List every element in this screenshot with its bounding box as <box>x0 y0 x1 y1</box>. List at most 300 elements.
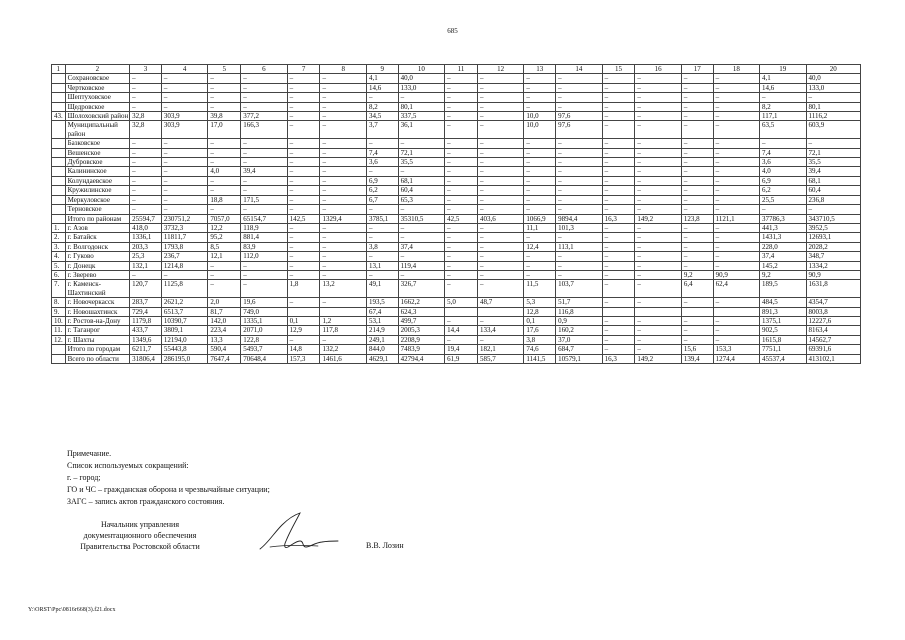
table-cell: – <box>287 139 320 148</box>
table-cell: 9,2 <box>681 270 713 279</box>
table-cell: 17,0 <box>208 121 241 139</box>
table-cell: – <box>320 176 366 185</box>
table-row <box>52 242 861 251</box>
table-cell: 157,3 <box>287 354 320 363</box>
table-cell: 413102,1 <box>806 354 861 363</box>
table-cell: – <box>602 167 635 176</box>
table-cell: – <box>445 205 478 214</box>
table-cell: 31806,4 <box>130 354 162 363</box>
table-cell: – <box>635 252 681 261</box>
table-cell: – <box>713 298 759 307</box>
table-cell: – <box>241 93 287 102</box>
row-number <box>52 93 66 102</box>
table-cell: – <box>445 280 478 298</box>
table-cell: 51,7 <box>556 298 602 307</box>
table-cell: – <box>366 93 398 102</box>
table-cell: – <box>477 242 523 251</box>
row-number: 3. <box>52 242 66 251</box>
table-cell: – <box>445 167 478 176</box>
column-header: 15 <box>602 65 635 74</box>
table-cell: – <box>524 205 556 214</box>
table-cell: 12,9 <box>287 326 320 335</box>
table-cell: – <box>320 158 366 167</box>
table-cell: 14,4 <box>445 326 478 335</box>
table-cell: – <box>287 205 320 214</box>
table-cell: – <box>161 205 207 214</box>
table-row <box>52 298 861 307</box>
column-header: 7 <box>287 65 320 74</box>
table-row <box>52 326 861 335</box>
table-cell: 2071,0 <box>241 326 287 335</box>
table-cell: – <box>320 102 366 111</box>
table-cell: – <box>477 316 523 325</box>
table-cell: – <box>681 112 713 121</box>
table-cell: – <box>320 167 366 176</box>
row-number <box>52 176 66 185</box>
table-cell: – <box>681 205 713 214</box>
table-cell: – <box>635 83 681 92</box>
table-cell: 11,1 <box>524 223 556 232</box>
table-cell <box>635 307 681 316</box>
table-cell: – <box>287 93 320 102</box>
table-cell: 2,0 <box>208 298 241 307</box>
row-number <box>52 121 66 139</box>
table-cell: 10,0 <box>524 112 556 121</box>
table-cell: – <box>287 233 320 242</box>
table-cell: – <box>713 176 759 185</box>
table-row <box>52 233 861 242</box>
table-cell: – <box>241 270 287 279</box>
table-cell: 62,4 <box>713 280 759 298</box>
row-number <box>52 74 66 83</box>
table-cell: 8,2 <box>366 102 398 111</box>
table-cell <box>681 307 713 316</box>
table-cell: – <box>681 176 713 185</box>
table-cell: – <box>635 186 681 195</box>
table-cell: – <box>602 83 635 92</box>
table-cell: – <box>635 223 681 232</box>
table-cell: – <box>287 176 320 185</box>
table-cell: 729,4 <box>130 307 162 316</box>
table-cell: 2005,3 <box>398 326 444 335</box>
table-cell: 37,4 <box>398 242 444 251</box>
table-cell: – <box>477 176 523 185</box>
table-cell: 0,9 <box>556 316 602 325</box>
table-cell: 6,2 <box>760 186 806 195</box>
row-label: Чертковское <box>65 83 130 92</box>
row-label: г. Таганрог <box>65 326 130 335</box>
signatory-name: В.В. Лозин <box>366 541 404 550</box>
table-cell: 83,9 <box>241 242 287 251</box>
table-cell: 5,3 <box>524 298 556 307</box>
table-cell: – <box>477 121 523 139</box>
table-cell: – <box>320 242 366 251</box>
table-cell: 90,9 <box>713 270 759 279</box>
notes-line: ЗАГС – запись актов гражданского состояния. <box>67 497 225 506</box>
table-cell: – <box>477 270 523 279</box>
table-cell: – <box>366 139 398 148</box>
table-cell: 160,2 <box>556 326 602 335</box>
row-number <box>52 102 66 111</box>
table-cell: 70648,4 <box>241 354 287 363</box>
table-cell: 14,8 <box>287 345 320 354</box>
table-cell: – <box>556 102 602 111</box>
table-cell: 72,1 <box>398 148 444 157</box>
table-cell: – <box>806 205 861 214</box>
table-cell: 881,4 <box>241 233 287 242</box>
table-cell: – <box>320 139 366 148</box>
table-cell: 53,1 <box>366 316 398 325</box>
table-cell <box>287 307 320 316</box>
table-cell: – <box>681 223 713 232</box>
table-cell: 10,0 <box>524 121 556 139</box>
row-number <box>52 186 66 195</box>
table-cell: 7483,9 <box>398 345 444 354</box>
table-cell: 1461,6 <box>320 354 366 363</box>
table-cell: 0,1 <box>524 316 556 325</box>
table-cell: – <box>524 167 556 176</box>
table-cell: – <box>287 223 320 232</box>
table-cell: 8,5 <box>208 242 241 251</box>
table-cell: – <box>681 233 713 242</box>
table-cell: 35310,5 <box>398 214 444 223</box>
table-cell: 97,6 <box>556 112 602 121</box>
table-cell: – <box>713 261 759 270</box>
table-cell: – <box>208 158 241 167</box>
table-cell: – <box>445 121 478 139</box>
table-cell: 15,6 <box>681 345 713 354</box>
table-cell: – <box>398 205 444 214</box>
row-number <box>52 354 66 363</box>
table-cell: – <box>320 186 366 195</box>
table-cell: 60,4 <box>398 186 444 195</box>
table-row <box>52 270 861 279</box>
table-cell: 2208,9 <box>398 335 444 344</box>
table-cell: – <box>161 93 207 102</box>
table-cell: – <box>681 252 713 261</box>
table-cell: – <box>320 121 366 139</box>
table-cell: – <box>241 176 287 185</box>
row-label: Дубровское <box>65 158 130 167</box>
table-cell: – <box>602 223 635 232</box>
table-cell: 18,8 <box>208 195 241 204</box>
table-cell: – <box>713 158 759 167</box>
column-header: 9 <box>366 65 398 74</box>
table-cell: 844,0 <box>366 345 398 354</box>
table-cell: 12,4 <box>524 242 556 251</box>
table-cell: – <box>130 158 162 167</box>
table-cell: – <box>524 233 556 242</box>
table-cell: – <box>556 270 602 279</box>
table-cell: – <box>635 93 681 102</box>
column-header: 14 <box>556 65 602 74</box>
table-cell: – <box>130 83 162 92</box>
column-header: 13 <box>524 65 556 74</box>
table-cell: – <box>635 233 681 242</box>
table-cell: – <box>602 93 635 102</box>
column-header: 2 <box>65 65 130 74</box>
table-cell: 3,8 <box>366 242 398 251</box>
table-cell: – <box>287 83 320 92</box>
table-cell: – <box>320 233 366 242</box>
table-row <box>52 316 861 325</box>
table-cell: 49,1 <box>366 280 398 298</box>
row-number: 43. <box>52 112 66 121</box>
column-header: 5 <box>208 65 241 74</box>
table-cell: – <box>241 83 287 92</box>
row-number <box>52 195 66 204</box>
table-cell: – <box>287 148 320 157</box>
table-cell: 3809,1 <box>161 326 207 335</box>
row-label: г. Гуково <box>65 252 130 261</box>
table-cell: – <box>130 195 162 204</box>
table-cell: – <box>713 223 759 232</box>
table-cell: 1,8 <box>287 280 320 298</box>
row-label: г. Ростов-на-Дону <box>65 316 130 325</box>
table-cell: – <box>713 139 759 148</box>
table-cell: 283,7 <box>130 298 162 307</box>
table-cell: – <box>681 102 713 111</box>
table-cell: – <box>477 158 523 167</box>
table-cell: – <box>681 74 713 83</box>
table-cell: – <box>398 167 444 176</box>
table-cell: – <box>161 148 207 157</box>
table-cell: – <box>320 74 366 83</box>
table-cell: 1349,6 <box>130 335 162 344</box>
table-cell: – <box>681 121 713 139</box>
table-cell: – <box>713 167 759 176</box>
table-cell: – <box>713 233 759 242</box>
table-cell: 1793,8 <box>161 242 207 251</box>
table-cell: 120,7 <box>130 280 162 298</box>
table-row <box>52 176 861 185</box>
table-cell: 11811,7 <box>161 233 207 242</box>
row-number <box>52 83 66 92</box>
table-cell: – <box>681 326 713 335</box>
table-cell: 6,2 <box>366 186 398 195</box>
table-cell: – <box>635 158 681 167</box>
table-cell: – <box>130 167 162 176</box>
table-cell: – <box>208 261 241 270</box>
table-cell: – <box>681 158 713 167</box>
row-label: г. Волгодонск <box>65 242 130 251</box>
table-cell: – <box>445 233 478 242</box>
table-cell: – <box>130 139 162 148</box>
table-cell: – <box>602 148 635 157</box>
table-cell: 6513,7 <box>161 307 207 316</box>
table-cell: 123,8 <box>681 214 713 223</box>
table-cell: – <box>524 270 556 279</box>
table-cell: – <box>602 205 635 214</box>
table-cell: – <box>635 335 681 344</box>
table-cell: – <box>602 158 635 167</box>
table-cell: – <box>445 83 478 92</box>
table-cell: – <box>602 298 635 307</box>
row-label: Кружилинское <box>65 186 130 195</box>
table-cell: 1329,4 <box>320 214 366 223</box>
table-cell: 39,8 <box>208 112 241 121</box>
table-cell: 223,4 <box>208 326 241 335</box>
table-cell: – <box>713 242 759 251</box>
signatory-position <box>50 519 230 552</box>
row-label: Итого по городам <box>65 345 130 354</box>
table-cell: – <box>398 270 444 279</box>
table-cell: 6,7 <box>366 195 398 204</box>
table-cell: – <box>602 139 635 148</box>
table-cell: 3785,1 <box>366 214 398 223</box>
table-cell: – <box>445 158 478 167</box>
table-cell: – <box>477 167 523 176</box>
table-cell: – <box>287 112 320 121</box>
table-row <box>52 307 861 316</box>
table-cell: – <box>161 74 207 83</box>
table-cell: 1334,2 <box>806 261 861 270</box>
table-cell: – <box>445 316 478 325</box>
table-cell: 0,1 <box>287 316 320 325</box>
table-cell: – <box>320 335 366 344</box>
table-cell: – <box>287 252 320 261</box>
table-cell: 116,8 <box>556 307 602 316</box>
table-cell: – <box>635 167 681 176</box>
table-cell: – <box>681 167 713 176</box>
table-cell: 113,1 <box>556 242 602 251</box>
table-cell: 103,7 <box>556 280 602 298</box>
table-cell <box>477 307 523 316</box>
table-cell: 5,0 <box>445 298 478 307</box>
table-cell: – <box>635 195 681 204</box>
table-cell: 25594,7 <box>130 214 162 223</box>
table-cell: – <box>556 195 602 204</box>
table-cell: – <box>556 205 602 214</box>
table-cell: – <box>602 316 635 325</box>
table-cell: – <box>320 93 366 102</box>
row-number: 12. <box>52 335 66 344</box>
row-number <box>52 214 66 223</box>
row-label: Итого по районам <box>65 214 130 223</box>
table-cell: 303,9 <box>161 121 207 139</box>
table-cell: 39,4 <box>806 167 861 176</box>
table-cell: – <box>602 335 635 344</box>
table-cell: 4629,1 <box>366 354 398 363</box>
row-number: 4. <box>52 252 66 261</box>
table-cell: 1615,8 <box>760 335 806 344</box>
table-cell: – <box>760 139 806 148</box>
table-cell: – <box>602 242 635 251</box>
table-cell: – <box>366 205 398 214</box>
table-cell: 603,9 <box>806 121 861 139</box>
table-cell: – <box>208 83 241 92</box>
table-cell: – <box>713 121 759 139</box>
row-label: Базковское <box>65 139 130 148</box>
table-cell: – <box>806 93 861 102</box>
row-number: 8. <box>52 298 66 307</box>
notes-line: ГО и ЧС – гражданская оборона и чрезвычайные ситуации; <box>67 485 270 494</box>
table-cell: – <box>635 112 681 121</box>
table-cell: – <box>635 326 681 335</box>
table-cell: – <box>287 74 320 83</box>
table-row <box>52 280 861 298</box>
table-cell: 97,6 <box>556 121 602 139</box>
table-cell: – <box>713 83 759 92</box>
table-cell: 37,4 <box>760 252 806 261</box>
table-cell: 40,0 <box>398 74 444 83</box>
table-cell: 14,6 <box>366 83 398 92</box>
row-label: г. Шахты <box>65 335 130 344</box>
table-cell: – <box>161 270 207 279</box>
table-cell: – <box>635 205 681 214</box>
table-cell: 1631,8 <box>806 280 861 298</box>
row-number: 1. <box>52 223 66 232</box>
table-cell <box>320 307 366 316</box>
table-cell: – <box>635 316 681 325</box>
table-cell: – <box>130 74 162 83</box>
table-cell: 10579,1 <box>556 354 602 363</box>
table-cell: 214,9 <box>366 326 398 335</box>
table-cell: 13,3 <box>208 335 241 344</box>
table-cell: – <box>713 205 759 214</box>
table-row <box>52 252 861 261</box>
table-cell: 25,5 <box>760 195 806 204</box>
data-table <box>51 64 861 364</box>
table-cell: – <box>398 233 444 242</box>
row-label: г. Азов <box>65 223 130 232</box>
table-cell: 10390,7 <box>161 316 207 325</box>
table-cell: – <box>445 186 478 195</box>
table-cell: 2028,2 <box>806 242 861 251</box>
table-cell: – <box>524 252 556 261</box>
table-row <box>52 195 861 204</box>
table-cell: – <box>208 102 241 111</box>
row-label: Меркуловское <box>65 195 130 204</box>
table-cell: 68,1 <box>398 176 444 185</box>
table-cell: – <box>602 186 635 195</box>
table-cell: 37,0 <box>556 335 602 344</box>
table-cell: 13,2 <box>320 280 366 298</box>
table-cell: 132,2 <box>320 345 366 354</box>
column-header: 20 <box>806 65 861 74</box>
table-cell: – <box>445 93 478 102</box>
table-cell: – <box>713 112 759 121</box>
position-line: Начальник управления <box>100 520 180 529</box>
column-header: 16 <box>635 65 681 74</box>
table-row <box>52 74 861 83</box>
table-cell: 35,5 <box>398 158 444 167</box>
table-row <box>52 83 861 92</box>
table-cell: 32,8 <box>130 121 162 139</box>
table-cell: – <box>366 270 398 279</box>
table-cell: 499,7 <box>398 316 444 325</box>
row-number: 6. <box>52 270 66 279</box>
file-path: Y:\ORST\Ppc\0816r668(3).f21.docx <box>28 607 116 613</box>
table-cell: – <box>208 205 241 214</box>
table-cell: – <box>208 74 241 83</box>
table-cell: 343710,5 <box>806 214 861 223</box>
table-cell: 228,0 <box>760 242 806 251</box>
table-cell: 81,7 <box>208 307 241 316</box>
table-cell: – <box>524 176 556 185</box>
table-cell: – <box>241 74 287 83</box>
table-cell: 1431,3 <box>760 233 806 242</box>
table-cell: – <box>445 270 478 279</box>
table-cell: 149,2 <box>635 214 681 223</box>
row-label: Всего по области <box>65 354 130 363</box>
table-cell: – <box>602 195 635 204</box>
table-cell: 891,3 <box>760 307 806 316</box>
table-cell: – <box>366 223 398 232</box>
table-cell: 3952,5 <box>806 223 861 232</box>
table-cell: 7,4 <box>760 148 806 157</box>
column-header: 3 <box>130 65 162 74</box>
